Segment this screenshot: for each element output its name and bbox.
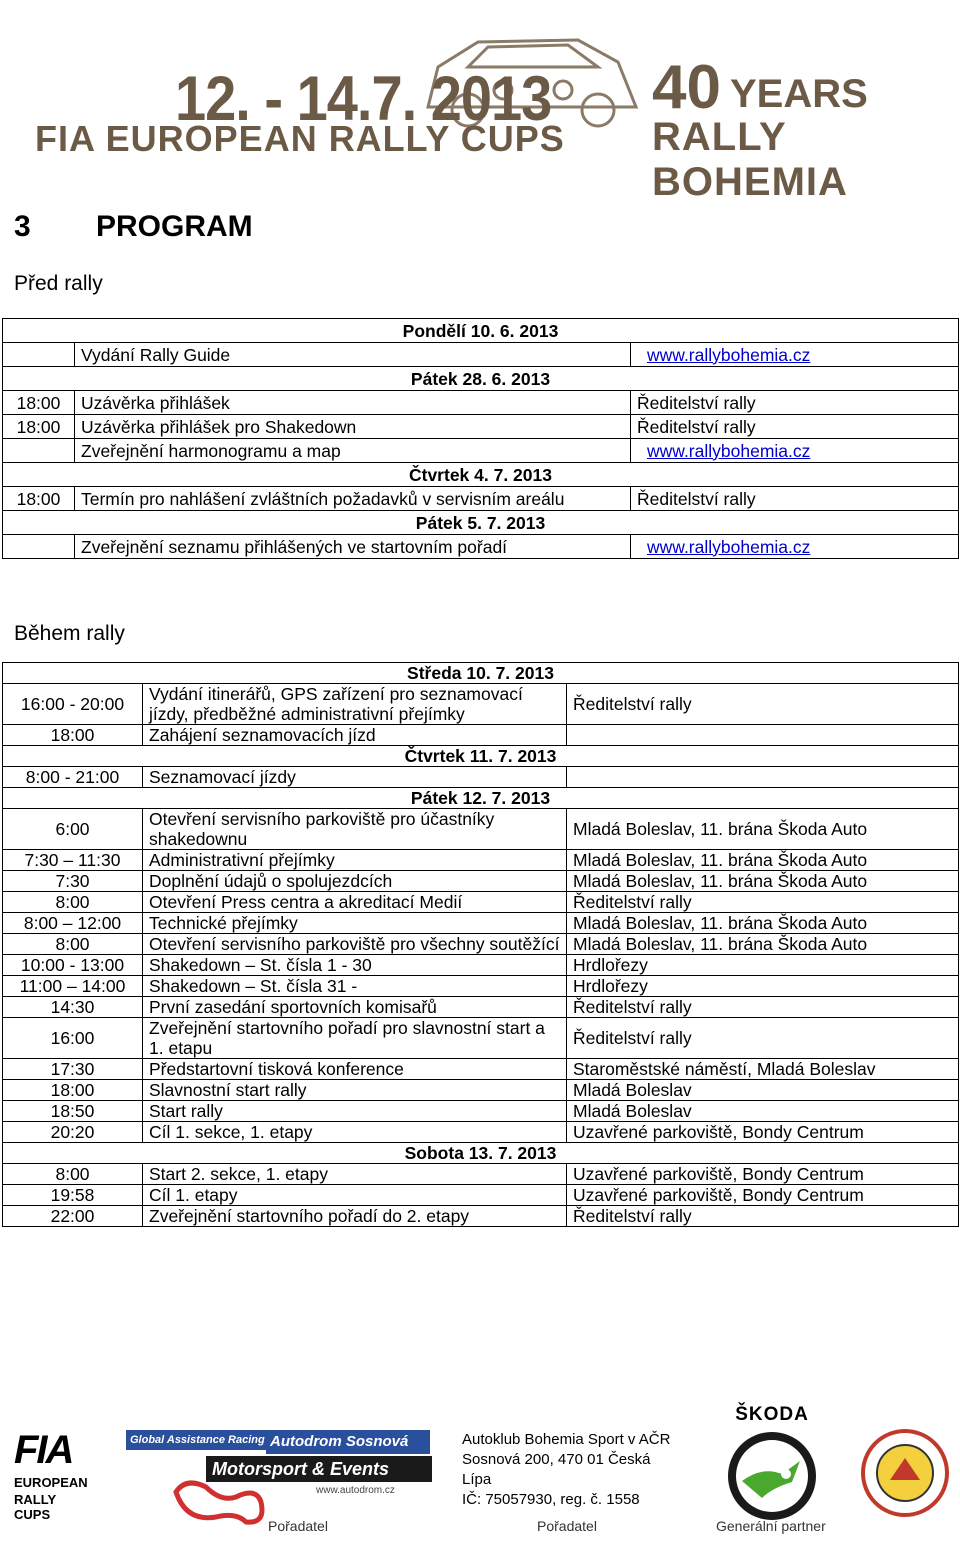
schedule-place: Ředitelství rally bbox=[631, 415, 959, 439]
banner-anniversary-number: 40 bbox=[652, 53, 721, 122]
schedule-row bbox=[3, 850, 959, 871]
section-title-text: PROGRAM bbox=[96, 210, 253, 243]
schedule-place: Ředitelství rally bbox=[631, 391, 959, 415]
day-header-row bbox=[3, 367, 959, 391]
day-header: Pátek 5. 7. 2013 bbox=[3, 511, 959, 535]
day-header-row bbox=[3, 463, 959, 487]
day-header: Středa 10. 7. 2013 bbox=[3, 663, 959, 684]
schedule-time: 18:50 bbox=[3, 1101, 143, 1122]
sosnova-tagline: Global Assistance Racing Arena bbox=[126, 1430, 280, 1450]
schedule-time: 8:00 - 21:00 bbox=[3, 767, 143, 788]
rallybohemia-link[interactable]: www.rallybohemia.cz bbox=[647, 344, 811, 365]
schedule-event: Doplnění údajů o spolujezdcích bbox=[143, 871, 567, 892]
schedule-event: Start 2. sekce, 1. etapy bbox=[143, 1164, 567, 1185]
schedule-time: 10:00 - 13:00 bbox=[3, 955, 143, 976]
header-banner bbox=[0, 0, 960, 204]
fia-mark: FIA bbox=[14, 1428, 73, 1472]
schedule-place: Hrdlořezy bbox=[567, 955, 959, 976]
schedule-event: Seznamovací jízdy bbox=[143, 767, 567, 788]
schedule-place: Ředitelství rally bbox=[567, 1206, 959, 1227]
schedule-event: Zveřejnění startovního pořadí pro slavnostní start a 1. etapu bbox=[143, 1018, 567, 1059]
schedule-event: Start rally bbox=[143, 1101, 567, 1122]
schedule-time: 18:00 bbox=[3, 1080, 143, 1101]
day-header: Čtvrtek 11. 7. 2013 bbox=[3, 746, 959, 767]
day-header-row bbox=[3, 663, 959, 684]
day-header-row bbox=[3, 511, 959, 535]
schedule-event: Otevření servisního parkoviště pro účastníky shakedownu bbox=[143, 809, 567, 850]
akb-line-2: Sosnová 200, 470 01 Česká Lípa bbox=[462, 1451, 651, 1488]
track-outline-icon bbox=[166, 1472, 276, 1528]
rallybohemia-link[interactable]: www.rallybohemia.cz bbox=[647, 536, 811, 557]
schedule-event: Uzávěrka přihlášek bbox=[75, 391, 631, 415]
schedule-time bbox=[3, 343, 75, 367]
day-header-row bbox=[3, 746, 959, 767]
schedule-row bbox=[3, 913, 959, 934]
schedule-time: 11:00 – 14:00 bbox=[3, 976, 143, 997]
sosnova-url: www.autodrom.cz bbox=[316, 1485, 395, 1496]
schedule-event: Vydání itinerářů, GPS zařízení pro seznamovací jízdy, předběžné administrativní přejímky bbox=[143, 684, 567, 725]
schedule-time: 20:20 bbox=[3, 1122, 143, 1143]
schedule-place: Ředitelství rally bbox=[631, 487, 959, 511]
caption-organizer-2: Pořadatel bbox=[537, 1518, 597, 1534]
schedule-place: Ředitelství rally bbox=[567, 684, 959, 725]
schedule-time: 8:00 bbox=[3, 892, 143, 913]
schedule-time bbox=[3, 439, 75, 463]
schedule-place bbox=[567, 725, 959, 746]
schedule-event: Administrativní přejímky bbox=[143, 850, 567, 871]
schedule-time: 19:58 bbox=[3, 1185, 143, 1206]
schedule-time: 6:00 bbox=[3, 809, 143, 850]
banner-dates: 12. - 14.7. 2013 bbox=[175, 63, 552, 134]
schedule-place: Ředitelství rally bbox=[567, 1018, 959, 1059]
schedule-row bbox=[3, 1101, 959, 1122]
schedule-time: 7:30 – 11:30 bbox=[3, 850, 143, 871]
skoda-wordmark: ŠKODA bbox=[735, 1404, 809, 1425]
schedule-place: Uzavřené parkoviště, Bondy Centrum bbox=[567, 1164, 959, 1185]
schedule-row bbox=[3, 871, 959, 892]
schedule-time: 8:00 bbox=[3, 1164, 143, 1185]
skoda-logo bbox=[722, 1404, 822, 1531]
day-header-row bbox=[3, 788, 959, 809]
day-header-row bbox=[3, 319, 959, 343]
schedule-event: První zasedání sportovních komisařů bbox=[143, 997, 567, 1018]
day-header: Pátek 12. 7. 2013 bbox=[3, 788, 959, 809]
schedule-row bbox=[3, 1206, 959, 1227]
banner-rally-name: RALLY BOHEMIA bbox=[652, 115, 848, 204]
during-rally-table bbox=[2, 662, 959, 1227]
caption-general-partner: Generální partner bbox=[716, 1518, 826, 1534]
schedule-time: 18:00 bbox=[3, 725, 143, 746]
schedule-row bbox=[3, 1122, 959, 1143]
day-header: Pondělí 10. 6. 2013 bbox=[3, 319, 959, 343]
schedule-place: Ředitelství rally bbox=[567, 892, 959, 913]
schedule-time: 14:30 bbox=[3, 997, 143, 1018]
schedule-row bbox=[3, 892, 959, 913]
schedule-place: Mladá Boleslav bbox=[567, 1101, 959, 1122]
schedule-place: Mladá Boleslav, 11. brána Škoda Auto bbox=[567, 809, 959, 850]
caption-organizer-1: Pořadatel bbox=[268, 1518, 328, 1534]
autodrom-sosnova-logo bbox=[126, 1430, 426, 1530]
schedule-event: Technické přejímky bbox=[143, 913, 567, 934]
schedule-event: Slavnostní start rally bbox=[143, 1080, 567, 1101]
schedule-event: Zveřejnění harmonogramu a map bbox=[75, 439, 631, 463]
sosnova-motorsport: Motorsport & Events bbox=[206, 1456, 432, 1482]
schedule-row bbox=[3, 1164, 959, 1185]
section-number: 3 bbox=[14, 210, 31, 243]
schedule-place: Uzavřené parkoviště, Bondy Centrum bbox=[567, 1122, 959, 1143]
schedule-place: Uzavřené parkoviště, Bondy Centrum bbox=[567, 1185, 959, 1206]
schedule-time: 17:30 bbox=[3, 1059, 143, 1080]
during-rally-heading: Během rally bbox=[14, 622, 125, 645]
schedule-place: Staroměstské náměstí, Mladá Boleslav bbox=[567, 1059, 959, 1080]
schedule-row bbox=[3, 343, 959, 367]
schedule-row bbox=[3, 809, 959, 850]
schedule-place: Mladá Boleslav bbox=[567, 1080, 959, 1101]
schedule-row bbox=[3, 487, 959, 511]
schedule-place bbox=[631, 439, 959, 463]
banner-anniversary-word: YEARS bbox=[730, 72, 868, 116]
schedule-place bbox=[567, 767, 959, 788]
section-title bbox=[14, 210, 253, 244]
schedule-row bbox=[3, 535, 959, 559]
schedule-row bbox=[3, 1018, 959, 1059]
schedule-place: Ředitelství rally bbox=[567, 997, 959, 1018]
schedule-time: 16:00 bbox=[3, 1018, 143, 1059]
before-rally-table bbox=[2, 318, 959, 559]
schedule-row bbox=[3, 934, 959, 955]
schedule-time: 22:00 bbox=[3, 1206, 143, 1227]
before-rally-heading: Před rally bbox=[14, 272, 103, 295]
schedule-event: Termín pro nahlášení zvláštních požadavků v servisním areálu bbox=[75, 487, 631, 511]
schedule-row bbox=[3, 1059, 959, 1080]
schedule-event: Cíl 1. sekce, 1. etapy bbox=[143, 1122, 567, 1143]
schedule-row bbox=[3, 955, 959, 976]
fia-logo bbox=[14, 1428, 94, 1522]
schedule-event: Zahájení seznamovacích jízd bbox=[143, 725, 567, 746]
schedule-time: 18:00 bbox=[3, 391, 75, 415]
day-header: Pátek 28. 6. 2013 bbox=[3, 367, 959, 391]
banner-event-name: FIA EUROPEAN RALLY CUPS bbox=[35, 118, 565, 159]
schedule-place: Mladá Boleslav, 11. brána Škoda Auto bbox=[567, 913, 959, 934]
day-header: Sobota 13. 7. 2013 bbox=[3, 1143, 959, 1164]
akb-line-3: IČ: 75057930, reg. č. 1558 bbox=[462, 1491, 640, 1508]
schedule-row bbox=[3, 415, 959, 439]
schedule-row bbox=[3, 1185, 959, 1206]
schedule-place: Mladá Boleslav, 11. brána Škoda Auto bbox=[567, 850, 959, 871]
schedule-event: Zveřejnění startovního pořadí do 2. etapy bbox=[143, 1206, 567, 1227]
schedule-time bbox=[3, 535, 75, 559]
schedule-event: Cíl 1. etapy bbox=[143, 1185, 567, 1206]
schedule-event: Předstartovní tisková konference bbox=[143, 1059, 567, 1080]
skoda-arrow-icon bbox=[722, 1426, 822, 1526]
schedule-row bbox=[3, 391, 959, 415]
akb-line-1: Autoklub Bohemia Sport v AČR bbox=[462, 1431, 671, 1448]
schedule-row bbox=[3, 439, 959, 463]
schedule-row bbox=[3, 767, 959, 788]
schedule-event: Otevření Press centra a akreditací Medií bbox=[143, 892, 567, 913]
autoklub-bohemia-logo bbox=[462, 1430, 682, 1510]
day-header-row bbox=[3, 1143, 959, 1164]
schedule-time: 7:30 bbox=[3, 871, 143, 892]
schedule-place: Mladá Boleslav, 11. brána Škoda Auto bbox=[567, 871, 959, 892]
schedule-event: Zveřejnění seznamu přihlášených ve startovním pořadí bbox=[75, 535, 631, 559]
schedule-event: Shakedown – St. čísla 1 - 30 bbox=[143, 955, 567, 976]
schedule-row bbox=[3, 725, 959, 746]
day-header: Čtvrtek 4. 7. 2013 bbox=[3, 463, 959, 487]
schedule-event: Vydání Rally Guide bbox=[75, 343, 631, 367]
schedule-time: 18:00 bbox=[3, 487, 75, 511]
rallybohemia-link[interactable]: www.rallybohemia.cz bbox=[647, 440, 811, 461]
schedule-time: 18:00 bbox=[3, 415, 75, 439]
schedule-event: Otevření servisního parkoviště pro všechny soutěžící bbox=[143, 934, 567, 955]
schedule-event: Uzávěrka přihlášek pro Shakedown bbox=[75, 415, 631, 439]
schedule-place: Hrdlořezy bbox=[567, 976, 959, 997]
schedule-row bbox=[3, 997, 959, 1018]
fia-line-2: RALLY CUPS bbox=[14, 1492, 56, 1522]
schedule-event: Shakedown – St. čísla 31 - bbox=[143, 976, 567, 997]
federation-seal-icon bbox=[860, 1428, 950, 1518]
schedule-time: 16:00 - 20:00 bbox=[3, 684, 143, 725]
fia-line-1: EUROPEAN bbox=[14, 1475, 88, 1490]
schedule-time: 8:00 – 12:00 bbox=[3, 913, 143, 934]
schedule-row bbox=[3, 1080, 959, 1101]
sosnova-name: Autodrom Sosnová bbox=[266, 1430, 430, 1454]
schedule-row bbox=[3, 684, 959, 725]
schedule-time: 8:00 bbox=[3, 934, 143, 955]
sponsor-footer bbox=[0, 1380, 960, 1543]
schedule-row bbox=[3, 976, 959, 997]
schedule-place bbox=[631, 535, 959, 559]
schedule-place: Mladá Boleslav, 11. brána Škoda Auto bbox=[567, 934, 959, 955]
schedule-place bbox=[631, 343, 959, 367]
